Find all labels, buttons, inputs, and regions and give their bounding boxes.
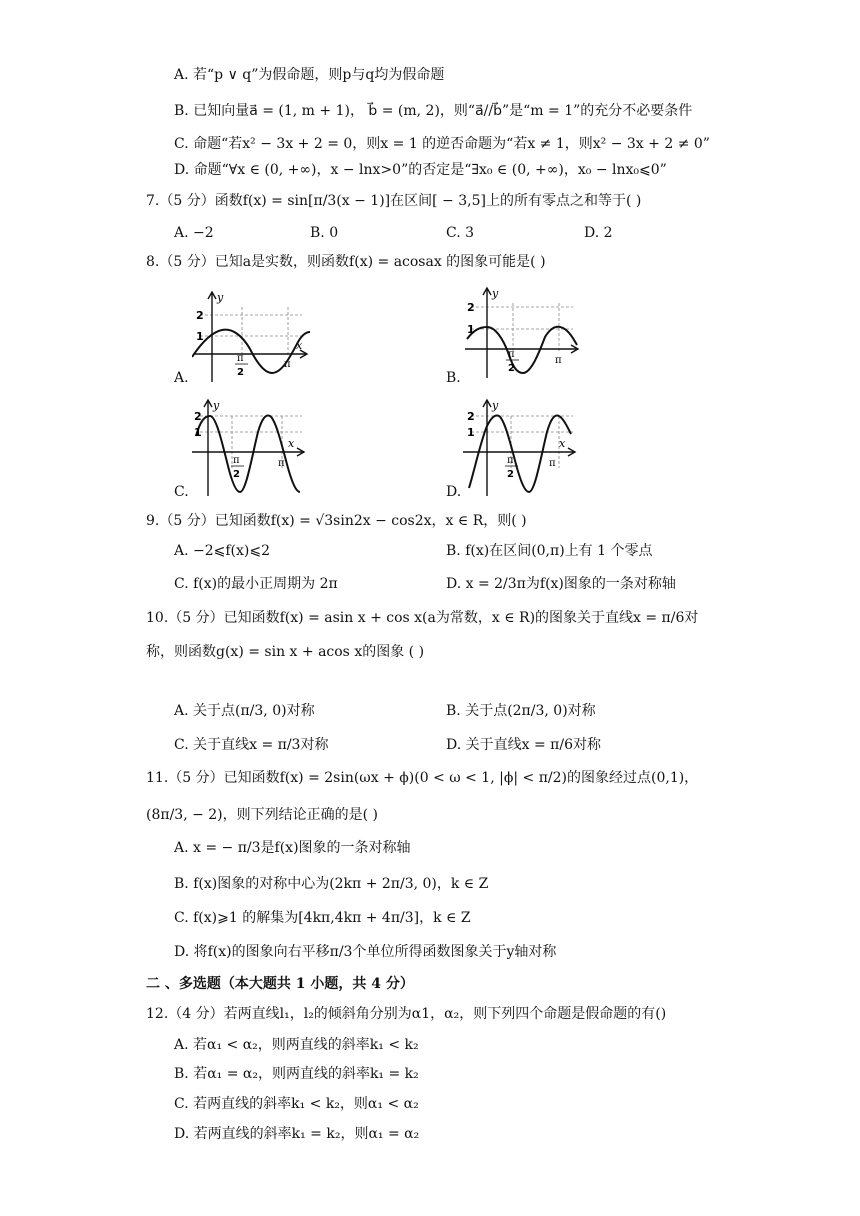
q9-option-b: B. f(x)在区间(0,π)上有 1 个零点 (446, 543, 653, 559)
q8-graph-a-pi-half-num: π (237, 353, 244, 364)
q12-option-b: B. 若α₁ = α₂，则两直线的斜率k₁ = k₂ (174, 1066, 419, 1082)
q9-option-d: D. x = 2/3π为f(x)图象的一条对称轴 (446, 576, 676, 592)
q8-graph-c-pi-half-num: π (233, 455, 240, 466)
q8-graph-d-pi-half-den: 2 (507, 469, 514, 480)
q8-graph-c-tick-2: 2 (194, 410, 202, 423)
q8-graph-b-curve (467, 327, 577, 373)
q9-option-c: C. f(x)的最小正周期为 2π (174, 576, 338, 592)
q8-graph-c (192, 396, 312, 498)
q8-graph-a-y-label: y (217, 291, 224, 304)
q12-option-c: C. 若两直线的斜率k₁ < k₂，则α₁ < α₂ (174, 1096, 419, 1112)
q11-stem-line1: 11.（5 分）已知函数f(x) = 2sin(ωx + ϕ)(0 < ω < 1, |ϕ| < π/2)的图象经过点(0,1)， (146, 770, 699, 786)
q7-stem: 7.（5 分）函数f(x) = sin[π/3(x − 1)]在区间[ − 3,5]上的所有零点之和等于( ) (146, 193, 642, 209)
q10-option-a: A. 关于点(π/3, 0)对称 (174, 703, 315, 719)
q8-stem: 8.（5 分）已知a是实数，则函数f(x) = acosax 的图象可能是( ) (146, 254, 546, 270)
q11-option-c: C. f(x)⩾1 的解集为[4kπ,4kπ + 4π/3]，k ∈ Z (174, 910, 471, 926)
q8-graph-a-tick-2: 2 (196, 309, 204, 322)
q7-option-c: C. 3 (446, 225, 475, 241)
q12-option-a: A. 若α₁ < α₂，则两直线的斜率k₁ < k₂ (174, 1037, 419, 1053)
section-heading: 二 、多选题（本大题共 1 小题，共 4 分） (146, 976, 414, 992)
q6-option-d: D. 命题“∀x ∈ (0, +∞)，x − lnx>0”的否定是“∃x₀ ∈ (0, +∞)，x₀ − lnx₀⩽0” (174, 162, 667, 178)
q8-graph-c-curve (196, 416, 300, 492)
q8-graph-b-y-label: y (492, 287, 499, 300)
q8-option-d-label: D. (446, 484, 462, 500)
q8-graph-b-pi-half-den: 2 (508, 363, 515, 374)
q8-graph-d-curve (469, 415, 571, 492)
q8-graph-b-pi: π (555, 355, 562, 366)
q8-option-a-label: A. (174, 370, 189, 386)
q10-option-b: B. 关于点(2π/3, 0)对称 (446, 703, 596, 719)
q11-option-b: B. f(x)图象的对称中心为(2kπ + 2π/3, 0)，k ∈ Z (174, 876, 489, 892)
q8-graph-d-tick-2: 2 (467, 410, 475, 423)
q8-graph-c-tick-1: 1 (194, 426, 202, 439)
q8-graph-a-tick-1: 1 (196, 330, 204, 343)
q11-stem-line2: (8π/3, − 2)，则下列结论正确的是( ) (146, 807, 379, 823)
q10-stem-line1: 10.（5 分）已知函数f(x) = asin x + cos x(a为常数，x ∈ R)的图象关于直线x = π/6对 (146, 610, 699, 626)
q7-option-b: B. 0 (310, 225, 339, 241)
q12-stem: 12.（4 分）若两直线l₁，l₂的倾斜角分别为α1，α₂，则下列四个命题是假命题的有() (146, 1006, 667, 1022)
q8-option-c-label: C. (174, 484, 189, 500)
q9-stem: 9.（5 分）已知函数f(x) = √3sin2x − cos2x，x ∈ R，则( ) (146, 513, 527, 529)
q8-graph-b (463, 283, 583, 383)
q6-option-b: B. 已知向量a⃗ = (1, m + 1)， b⃗ = (m, 2)，则“a⃗//b⃗”是“m = 1”的充分不必要条件 (174, 103, 693, 119)
q8-graph-c-pi: π (278, 458, 285, 469)
q8-graph-d (463, 396, 583, 498)
q6-option-a: A. 若“p ∨ q”为假命题，则p与q均为假命题 (174, 67, 445, 83)
q8-graph-d-pi-half-num: π (507, 455, 514, 466)
q8-graph-d-x-label: x (559, 437, 566, 450)
q7-option-a: A. −2 (174, 225, 214, 241)
q6-option-c: C. 命题“若x² − 3x + 2 = 0，则x = 1 的逆否命题为“若x ≠ 1，则x² − 3x + 2 ≠ 0” (174, 136, 710, 152)
q8-option-b-label: B. (446, 370, 461, 386)
q8-graph-a-x-label: x (296, 339, 303, 352)
q8-graph-b-tick-2: 2 (467, 301, 475, 314)
q8-graph-b-tick-1: 1 (467, 323, 475, 336)
q8-graph-d-tick-1: 1 (467, 426, 475, 439)
q7-option-d: D. 2 (584, 225, 613, 241)
q8-graph-a (192, 287, 312, 387)
q8-graph-c-x-label: x (288, 437, 295, 450)
q10-option-c: C. 关于直线x = π/3对称 (174, 737, 329, 753)
q8-graph-a-pi-half-den: 2 (237, 367, 244, 378)
q8-graph-d-y-label: y (492, 399, 499, 412)
q9-option-a: A. −2⩽f(x)⩽2 (174, 543, 271, 559)
q11-option-a: A. x = − π/3是f(x)图象的一条对称轴 (174, 840, 411, 856)
q12-option-d: D. 若两直线的斜率k₁ = k₂，则α₁ = α₂ (174, 1126, 420, 1142)
q8-graph-d-pi: π (549, 458, 556, 469)
q10-stem-line2: 称，则函数g(x) = sin x + acos x的图象 ( ) (146, 644, 425, 660)
q8-graph-c-y-label: y (213, 399, 220, 412)
q8-graph-c-pi-half-den: 2 (233, 469, 240, 480)
q10-option-d: D. 关于直线x = π/6对称 (446, 737, 601, 753)
q8-graph-b-pi-half-num: π (508, 349, 515, 360)
q11-option-d: D. 将f(x)的图象向右平移π/3个单位所得函数图象关于y轴对称 (174, 944, 557, 960)
q8-graph-a-pi: π (284, 359, 291, 370)
